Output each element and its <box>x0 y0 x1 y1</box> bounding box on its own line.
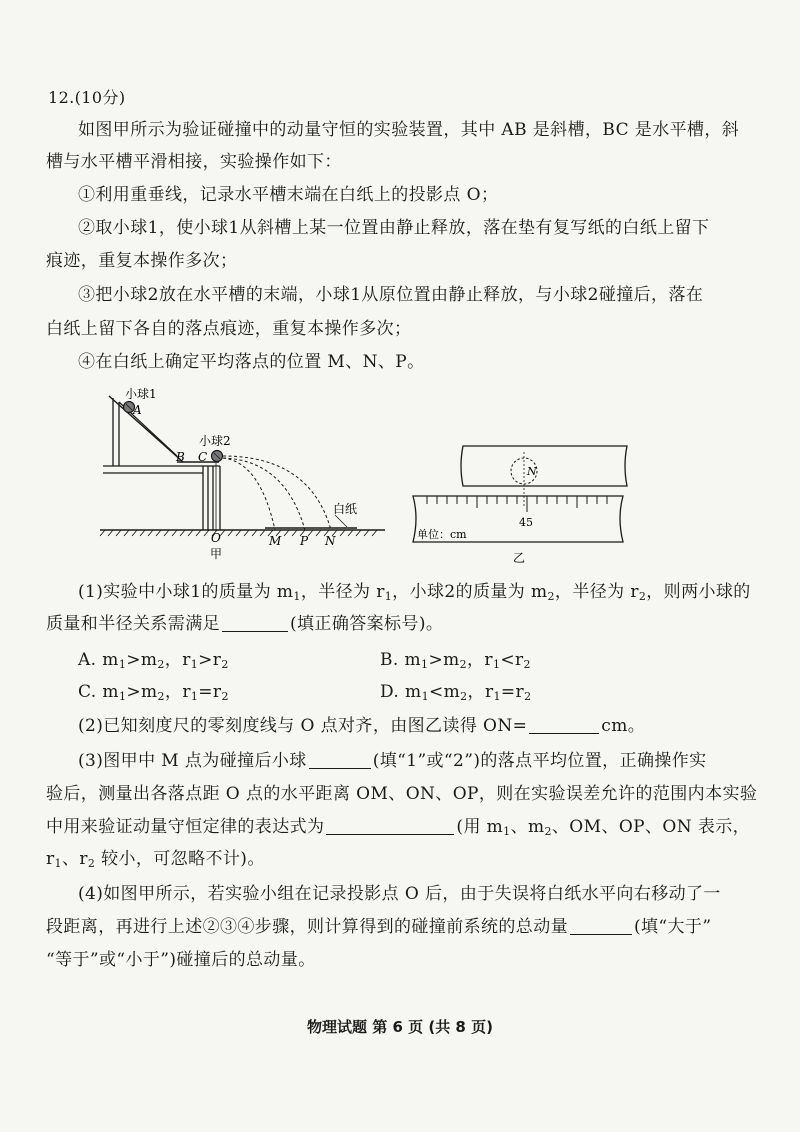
part-3-text: 、m <box>510 817 545 837</box>
subscript: 1 <box>421 658 429 671</box>
subscript: 2 <box>459 658 468 671</box>
answer-blank-2[interactable] <box>529 717 599 734</box>
subscript: 2 <box>87 857 96 870</box>
part-4-line-1: (4)如图甲所示，若实验小组在记录投影点 O 后，由于失误将白纸水平向右移动了一 <box>78 884 721 904</box>
label-n: N <box>527 465 537 478</box>
part-1-text: ，半径为 r <box>554 582 639 602</box>
label-m: M <box>269 534 282 548</box>
subscript: 1 <box>190 658 199 671</box>
trajectories <box>223 456 331 530</box>
option-text: A. m <box>78 650 119 670</box>
label-c: C <box>198 450 208 464</box>
label-ball-2: 小球2 <box>199 434 231 448</box>
page-footer: 物理试题 第 6 页 (共 8 页) <box>307 1018 493 1036</box>
trajectory-m <box>223 458 275 530</box>
option-text: B. m <box>380 650 422 670</box>
part-4-text: 段距离，再进行上述②③④步骤，则计算得到的碰撞前系统的总动量 <box>46 917 568 937</box>
answer-blank-4[interactable] <box>326 818 454 835</box>
question-number: 12.(10分) <box>48 88 126 107</box>
part-1-line-2 <box>46 612 443 636</box>
option-text: ，r <box>164 650 191 670</box>
option-a <box>78 648 229 677</box>
label-paper: 白纸 <box>333 502 358 516</box>
option-c <box>78 680 229 709</box>
unit-label: 单位：cm <box>417 528 467 541</box>
figure-yi <box>405 438 645 568</box>
subscript: 1 <box>492 658 501 671</box>
trajectory-n <box>223 456 331 530</box>
part-3-text: 、r <box>61 849 88 869</box>
caption-jia: 甲 <box>210 547 223 561</box>
subscript: 2 <box>221 690 229 703</box>
subscript: 2 <box>524 690 532 703</box>
scale-value-45: 45 <box>519 516 533 529</box>
subscript: 1 <box>54 857 62 870</box>
option-text: >r <box>198 650 222 670</box>
subscript: 2 <box>157 658 165 671</box>
option-text: =r <box>500 682 525 702</box>
part-1-text: (填正确答案标号)。 <box>290 614 444 634</box>
option-text: >m <box>428 650 460 670</box>
part-3-text: (用 m <box>456 817 504 837</box>
part-1-text: (1)实验中小球1的质量为 m <box>78 582 294 602</box>
subscript: 1 <box>190 690 199 703</box>
step-1: ①利用重垂线，记录水平槽末端在白纸上的投影点 O； <box>78 185 499 205</box>
option-d <box>380 680 531 709</box>
part-1-text: ，则两小球的 <box>646 582 751 602</box>
part-1-text: ，小球2的质量为 m <box>392 582 548 602</box>
label-n: N <box>325 534 336 548</box>
answer-blank-5[interactable] <box>570 918 632 935</box>
intro-line-2: 槽与水平槽平滑相接，实验操作如下： <box>46 152 342 172</box>
ruler-ticks <box>427 496 607 512</box>
chute-ab-upper <box>109 396 183 462</box>
label-b: B <box>176 450 185 464</box>
option-text: C. m <box>78 682 119 702</box>
step-2-line-1: ②取小球1，使小球1从斜槽上某一位置由静止释放，落在垫有复写纸的白纸上留下 <box>78 218 710 238</box>
option-text: ，r <box>467 682 494 702</box>
paper-leader <box>335 515 347 527</box>
subscript: 2 <box>544 825 552 838</box>
option-text: >m <box>126 682 158 702</box>
label-ball-1: 小球1 <box>125 387 157 401</box>
subscript: 2 <box>221 658 229 671</box>
subscript: 2 <box>523 658 531 671</box>
step-4: ④在白纸上确定平均落点的位置 M、N、P。 <box>78 352 425 372</box>
part-4-line-3: “等于”或“小于”)碰撞后的总动量。 <box>46 950 316 970</box>
part-1-line-1 <box>78 580 751 609</box>
subscript: 1 <box>493 690 501 703</box>
part-3-line-1 <box>78 749 707 773</box>
step-3-line-1: ③把小球2放在水平槽的末端，小球1从原位置由静止释放，与小球2碰撞后，落在 <box>78 285 704 305</box>
part-2-text: cm。 <box>601 716 646 736</box>
answer-blank-3[interactable] <box>309 752 371 769</box>
answer-blank-1[interactable] <box>222 615 288 632</box>
option-text: =r <box>198 682 222 702</box>
part-3-text: (3)图甲中 M 点为碰撞后小球 <box>78 751 307 771</box>
step-3-line-2: 白纸上留下各自的落点痕迹，重复本操作多次； <box>46 319 412 339</box>
part-2-text: (2)已知刻度尺的零刻度线与 O 点对齐，由图乙读得 ON= <box>78 716 528 736</box>
part-3-line-2: 验后，测量出各落点距 O 点的水平距离 OM、ON、OP，则在实验误差允许的范围内本实验 <box>46 784 758 804</box>
subscript: 1 <box>118 658 127 671</box>
caption-yi: 乙 <box>513 551 526 565</box>
part-4-line-2 <box>46 915 711 939</box>
part-1-text: 质量和半径关系需满足 <box>46 614 220 634</box>
option-text: <m <box>428 682 461 702</box>
label-a: A <box>133 403 142 417</box>
part-3-line-4 <box>46 847 265 876</box>
subscript: 2 <box>157 690 165 703</box>
intro-line-1: 如图甲所示为验证碰撞中的动量守恒的实验装置，其中 AB 是斜槽，BC 是水平槽，斜 <box>78 120 740 140</box>
part-2-line <box>78 714 645 738</box>
part-4-text: (填“大于” <box>634 917 712 937</box>
option-text: >m <box>126 650 158 670</box>
part-3-line-3 <box>46 815 750 844</box>
option-text: D. m <box>380 682 422 702</box>
step-2-line-2: 痕迹，重复本操作多次； <box>46 251 238 271</box>
subscript: 1 <box>118 690 127 703</box>
part-3-text: 较小，可忽略不计)。 <box>95 849 265 869</box>
option-text: <r <box>500 650 524 670</box>
paper-strip <box>461 446 627 486</box>
subscript: 1 <box>421 690 429 703</box>
figure-jia <box>95 382 395 567</box>
part-3-text: (填“1”或“2”)的落点平均位置，正确操作实 <box>372 751 707 771</box>
part-3-text: 中用来验证动量守恒定律的表达式为 <box>46 817 325 837</box>
option-text: ，r <box>164 682 191 702</box>
option-b <box>380 648 531 677</box>
option-text: ，r <box>467 650 493 670</box>
subscript: 1 <box>503 825 511 838</box>
subscript: 1 <box>384 590 393 603</box>
part-3-text: r <box>46 849 55 869</box>
subscript: 2 <box>460 690 468 703</box>
part-1-text: ，半径为 r <box>300 582 385 602</box>
label-o: O <box>211 531 221 545</box>
subscript: 2 <box>547 590 555 603</box>
subscript: 2 <box>638 590 647 603</box>
subscript: 1 <box>293 590 301 603</box>
label-p: P <box>300 534 309 548</box>
part-3-text: 、OM、OP、ON 表示， <box>551 817 751 837</box>
